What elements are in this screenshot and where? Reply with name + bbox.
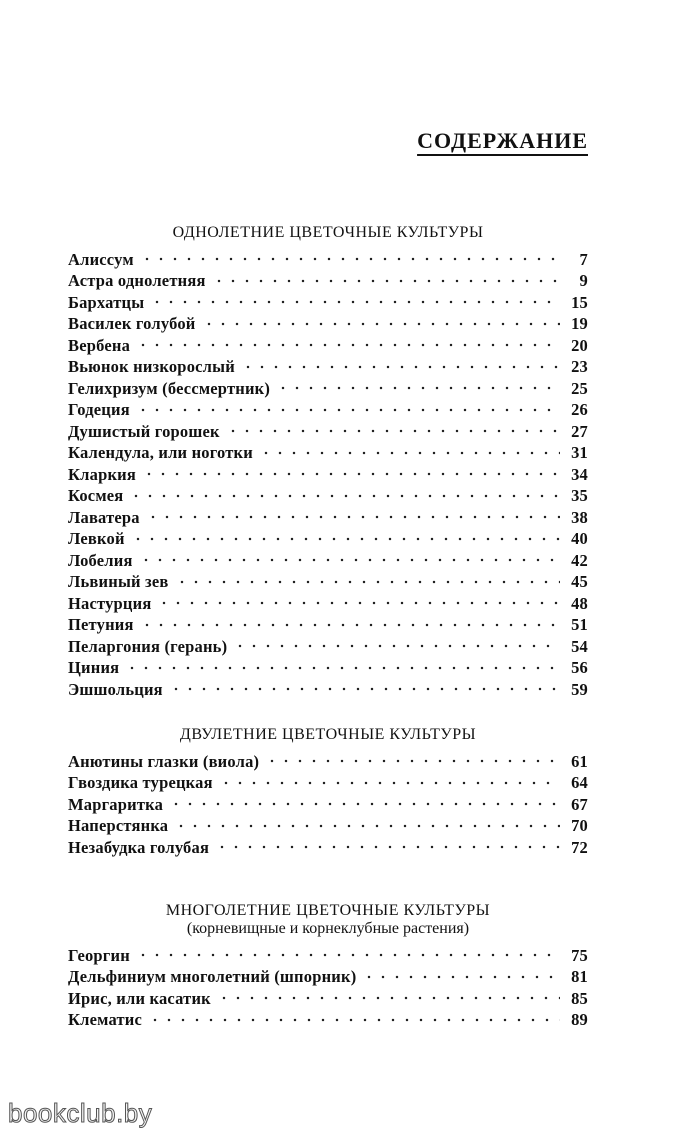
toc-list — [68, 944, 588, 1030]
toc-entry — [68, 270, 588, 292]
toc-entry-page: 42 — [571, 550, 588, 570]
toc-entry-page: 27 — [571, 421, 588, 441]
dot-leader — [136, 334, 560, 351]
toc-entry — [68, 442, 588, 464]
toc-entry-page: 7 — [579, 249, 588, 269]
toc-entry-page: 20 — [571, 335, 588, 355]
toc-entry-title: Душистый горошек — [68, 421, 220, 441]
toc-entry-page: 34 — [571, 464, 588, 484]
dot-leader — [157, 592, 560, 609]
dot-leader — [169, 793, 560, 810]
toc-entry-title: Космея — [68, 486, 124, 505]
dot-leader — [215, 836, 560, 853]
dot-leader — [226, 420, 560, 437]
dot-leader — [174, 815, 560, 832]
toc-entry-page: 61 — [571, 751, 588, 771]
dot-leader — [131, 528, 560, 545]
toc-entry — [68, 571, 588, 593]
toc-entry-title: Ирис, или касатик — [68, 988, 211, 1008]
toc-entry — [68, 987, 588, 1009]
toc-entry — [68, 793, 588, 815]
toc-entry-page: 15 — [571, 292, 588, 312]
toc-section-perennial — [68, 902, 588, 1030]
toc-entry-title: Бархатцы — [68, 292, 145, 312]
toc-entry-page: 25 — [571, 378, 588, 398]
toc-entry — [68, 815, 588, 837]
toc-entry — [68, 313, 588, 335]
dot-leader — [169, 678, 560, 695]
toc-entry-title: Пеларгония (герань) — [68, 636, 228, 656]
dot-leader — [136, 944, 560, 961]
toc-entry-page: 56 — [571, 658, 588, 677]
toc-entry — [68, 635, 588, 657]
toc-entry — [68, 592, 588, 614]
toc-entry-page: 26 — [571, 400, 588, 419]
toc-entry-page: 81 — [571, 967, 588, 986]
toc-entry — [68, 377, 588, 399]
toc-entry-page: 31 — [571, 443, 588, 462]
toc-entry-page: 19 — [571, 314, 588, 333]
toc-entry-page: 72 — [571, 837, 588, 857]
dot-leader — [148, 1009, 560, 1026]
dot-leader — [219, 772, 560, 789]
toc-entry-title: Дельфиниум многолетний (шпорник) — [68, 967, 357, 986]
toc-entry — [68, 966, 588, 988]
toc-entry — [68, 248, 588, 270]
toc-entry-title: Анютины глазки (виола) — [68, 751, 260, 771]
toc-entry — [68, 334, 588, 356]
toc-entry-page: 9 — [579, 271, 588, 290]
toc-entry — [68, 772, 588, 794]
toc-entry — [68, 420, 588, 442]
section-heading: ДВУЛЕТНИЕ ЦВЕТОЧНЫЕ КУЛЬТУРЫ — [179, 726, 477, 743]
toc-entry-title: Львиный зев — [68, 572, 169, 591]
section-subheading: (корневищные и корнеклубные растения) — [186, 920, 470, 937]
toc-entry — [68, 614, 588, 636]
dot-leader — [150, 291, 560, 308]
toc-entry — [68, 356, 588, 378]
toc-entry-page: 70 — [571, 816, 588, 835]
dot-leader — [125, 657, 560, 674]
dot-leader — [146, 506, 560, 523]
dot-leader — [140, 614, 560, 631]
toc-entry-title: Лобелия — [68, 550, 133, 570]
toc-entry-title: Наперстянка — [68, 816, 169, 835]
toc-entry-title: Лаватера — [68, 507, 140, 527]
toc-entry-page: 54 — [571, 636, 588, 656]
dot-leader — [362, 966, 560, 983]
toc-entry-title: Георгин — [68, 945, 130, 965]
dot-leader — [276, 377, 560, 394]
toc-entry-page: 35 — [571, 486, 588, 505]
toc-entry — [68, 1009, 588, 1031]
toc-entry — [68, 549, 588, 571]
toc-entry-title: Левкой — [68, 529, 125, 548]
toc-entry-title: Вьюнок низкорослый — [68, 357, 235, 376]
toc-entry-page: 85 — [571, 988, 588, 1008]
toc-entry — [68, 291, 588, 313]
toc-entry-page: 23 — [571, 357, 588, 376]
toc-entry-title: Годеция — [68, 400, 130, 419]
dot-leader — [202, 313, 561, 330]
toc-entry — [68, 506, 588, 528]
toc-entry-title: Календула, или ноготки — [68, 443, 253, 462]
toc-entry-title: Василек голубой — [68, 314, 196, 333]
toc-entry-title: Настурция — [68, 593, 152, 613]
toc-entry-page: 75 — [571, 945, 588, 965]
toc-entry-title: Астра однолетняя — [68, 271, 206, 290]
dot-leader — [212, 270, 560, 287]
toc-entry-page: 45 — [571, 572, 588, 591]
toc-entry — [68, 528, 588, 550]
toc-entry — [68, 678, 588, 700]
toc-entry-page: 89 — [571, 1010, 588, 1029]
page-title: СОДЕРЖАНИЕ — [417, 128, 588, 153]
toc-entry-title: Незабудка голубая — [68, 837, 210, 857]
toc-entry-page: 64 — [571, 773, 588, 792]
toc-entry-title: Алиссум — [68, 249, 134, 269]
toc-entry — [68, 399, 588, 421]
toc-entry — [68, 463, 588, 485]
toc-entry — [68, 485, 588, 507]
dot-leader — [136, 399, 560, 416]
dot-leader — [129, 485, 560, 502]
toc-entry — [68, 657, 588, 679]
toc-entry-title: Клематис — [68, 1010, 143, 1029]
toc-entry-title: Гелихризум (бессмертник) — [68, 378, 271, 398]
toc-entry — [68, 750, 588, 772]
toc-entry-page: 38 — [571, 507, 588, 527]
toc-section-biennial — [68, 726, 588, 858]
dot-leader — [140, 248, 560, 265]
toc-entry-title: Маргаритка — [68, 794, 164, 814]
toc-entry-page: 67 — [571, 794, 588, 814]
toc-entry — [68, 836, 588, 858]
toc-section-annual — [68, 224, 588, 700]
dot-leader — [265, 750, 560, 767]
toc-entry-page: 59 — [571, 679, 588, 699]
toc-list — [68, 750, 588, 858]
toc-entry-title: Циния — [68, 658, 120, 677]
dot-leader — [142, 463, 560, 480]
dot-leader — [233, 635, 560, 652]
section-heading: МНОГОЛЕТНИЕ ЦВЕТОЧНЫЕ КУЛЬТУРЫ — [165, 902, 491, 919]
toc-entry-title: Петуния — [68, 615, 134, 634]
dot-leader — [139, 549, 560, 566]
toc-entry-title: Гвоздика турецкая — [68, 773, 213, 792]
dot-leader — [217, 987, 560, 1004]
toc-entry-title: Вербена — [68, 335, 131, 355]
toc-entry — [68, 944, 588, 966]
watermark: bookclub.by — [8, 1098, 153, 1128]
dot-leader — [241, 356, 560, 373]
toc-entry-page: 48 — [571, 593, 588, 613]
toc-entry-page: 40 — [571, 529, 588, 548]
dot-leader — [259, 442, 560, 459]
toc-entry-title: Эшшольция — [68, 679, 163, 699]
toc-list — [68, 248, 588, 700]
section-heading: ОДНОЛЕТНИЕ ЦВЕТОЧНЫЕ КУЛЬТУРЫ — [172, 224, 484, 241]
toc-entry-title: Кларкия — [68, 464, 136, 484]
toc-entry-page: 51 — [571, 615, 588, 634]
dot-leader — [175, 571, 560, 588]
